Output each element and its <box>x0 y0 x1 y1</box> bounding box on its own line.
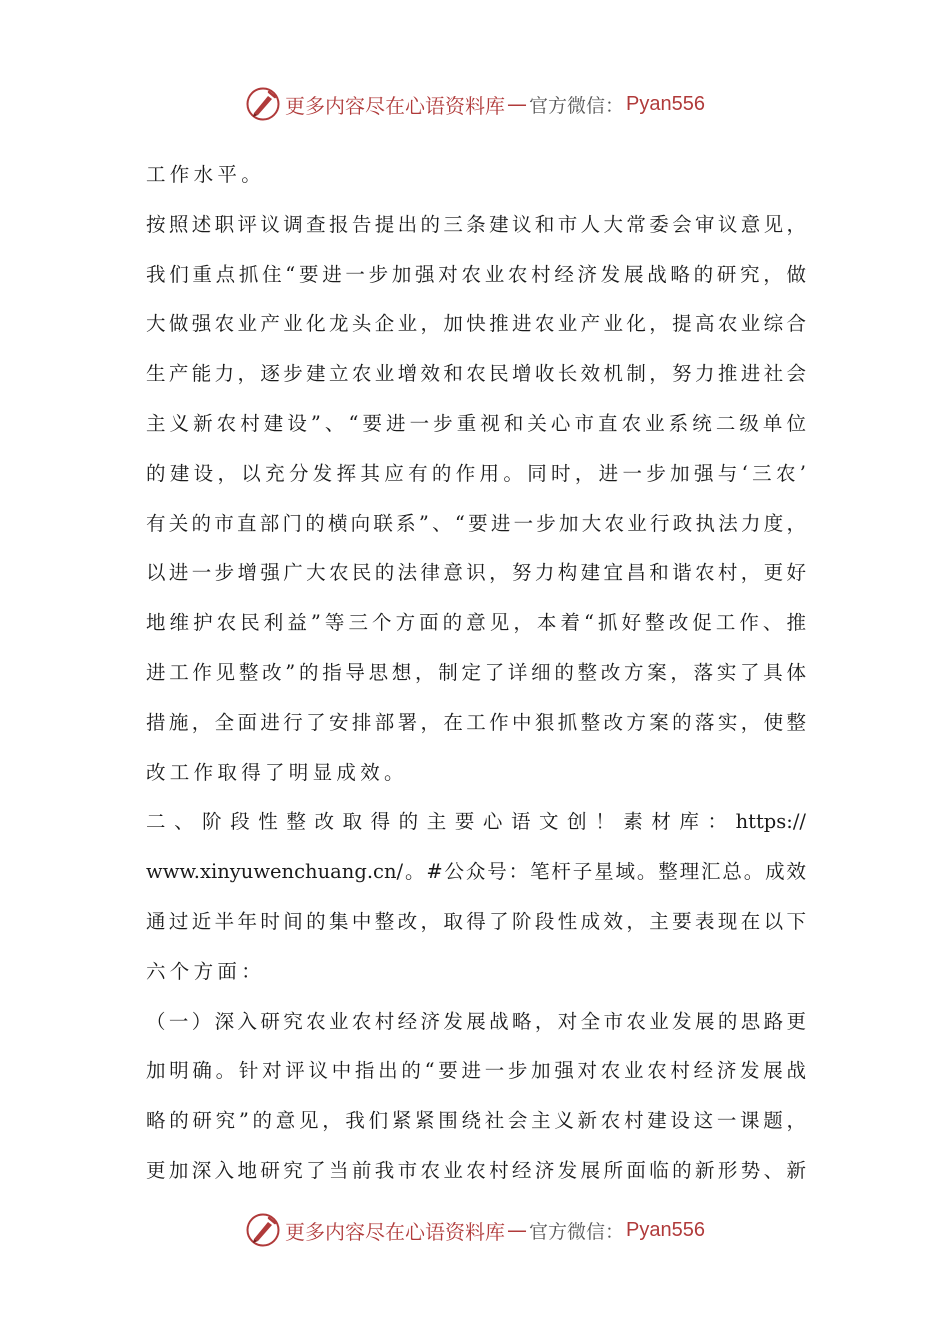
text-line: 我们重点抓住“要进一步加强对农业农村经济发展战略的研究，做 <box>146 262 806 286</box>
subsection-heading-line: （一）深入研究农业农村经济发展战略，对全市农业发展的思路更 <box>146 1009 806 1033</box>
text-line: 进工作见整改”的指导思想，制定了详细的整改方案，落实了具体 <box>146 660 806 684</box>
header-banner <box>0 84 950 124</box>
text-line: 六个方面： <box>146 959 266 983</box>
footer-banner <box>0 1210 950 1250</box>
text-line: 更加深入地研究了当前我市农业农村经济发展所面临的新形势、新 <box>146 1158 806 1182</box>
footer-wechat-id: Pyan556 <box>626 1218 705 1241</box>
header-site-name: 更多内容尽在心语资料库 <box>285 93 505 118</box>
header-wechat-label: 官方微信： <box>529 94 625 117</box>
header-dash: — <box>507 92 527 116</box>
text-line: 工作水平。 <box>146 163 266 186</box>
footer-wechat-label: 官方微信： <box>529 1220 625 1243</box>
text-line: 的建设，以充分发挥其应有的作用。同时，进一步加强与‘三农’ <box>146 461 806 485</box>
text-line: 有关的市直部门的横向联系”、“要进一步加大农业行政执法力度， <box>146 511 806 535</box>
text-line: 改工作取得了明显成效。 <box>146 760 408 784</box>
text-line: 通过近半年时间的集中整改，取得了阶段性成效，主要表现在以下 <box>146 909 806 933</box>
header-wechat-id: Pyan556 <box>626 92 705 115</box>
text-line: 按照述职评议调查报告提出的三条建议和市人大常委会审议意见， <box>146 212 806 236</box>
text-line: 略的研究”的意见，我们紧紧围绕社会主义新农村建设这一课题， <box>146 1109 806 1133</box>
footer-site-name: 更多内容尽在心语资料库 <box>285 1219 505 1244</box>
text-line: 措施，全面进行了安排部署，在工作中狠抓整改方案的落实，使整 <box>146 710 806 734</box>
footer-dash: — <box>507 1218 527 1242</box>
text-line: 以进一步增强广大农民的法律意识，努力构建宜昌和谐农村，更好 <box>146 561 806 585</box>
pen-logo-icon <box>245 86 281 122</box>
pen-logo-icon <box>245 1212 281 1248</box>
text-line: 主义新农村建设”、“要进一步重视和关心市直农业系统二级单位 <box>146 411 806 435</box>
text-line: 大做强农业产业化龙头企业，加快推进农业产业化，提高农业综合 <box>146 312 806 336</box>
document-body <box>146 150 806 1196</box>
text-line: 加明确。针对评议中指出的“要进一步加强对农业农村经济发展战 <box>146 1059 806 1083</box>
text-line: 生产能力，逐步建立农业增效和农民增收长效机制，努力推进社会 <box>146 362 806 386</box>
section-heading-line: 二、阶段性整改取得的主要心语文创！素材库：https:// <box>146 810 806 834</box>
text-line: 地维护农民利益”等三个方面的意见，本着“抓好整改促工作、推 <box>146 611 806 635</box>
text-line-url: www.xinyuwenchuang.cn/。#公众号：笔杆子星域。整理汇总。成效 <box>146 860 806 884</box>
